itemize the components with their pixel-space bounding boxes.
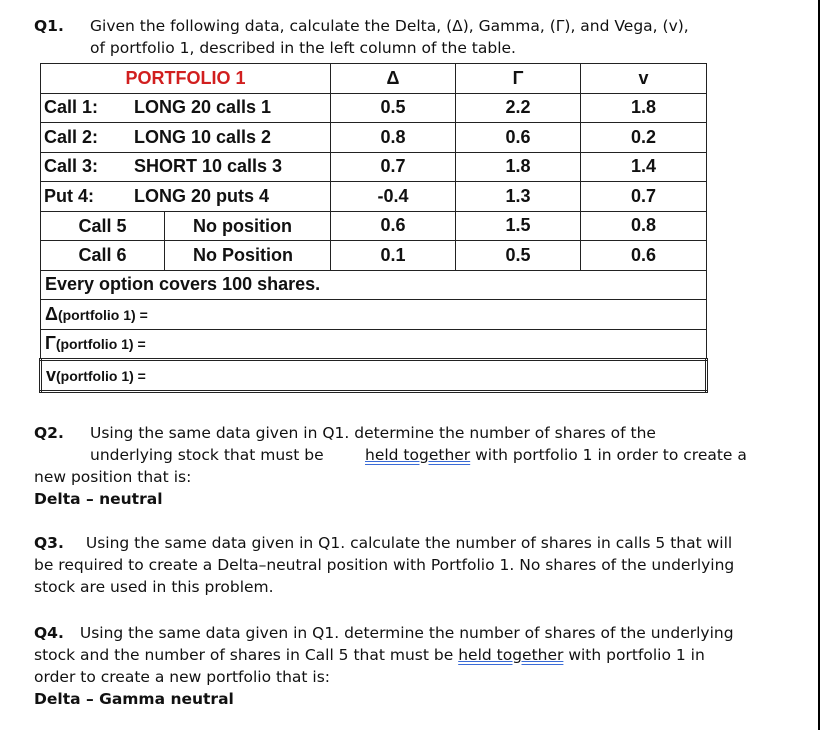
table-row xyxy=(41,182,707,212)
position-label: Put 4: xyxy=(44,185,95,206)
delta-symbol: Δ xyxy=(45,303,58,324)
vega-value: 0.8 xyxy=(581,211,707,241)
question-3 xyxy=(34,532,814,598)
option-status: No position xyxy=(193,215,292,236)
position-label: Call 2: xyxy=(44,126,99,147)
delta-value: 0.5 xyxy=(331,93,456,123)
formula-row-delta xyxy=(41,300,707,330)
question-4-number: Q4. xyxy=(34,624,64,642)
vega-value: 0.6 xyxy=(581,241,707,271)
vega-formula-label: (portfolio 1) = xyxy=(56,367,146,384)
table-row xyxy=(41,123,707,153)
gamma-header: Γ xyxy=(456,64,581,94)
question-2-line-1: Using the same data given in Q1. determine the number of shares of the xyxy=(90,424,656,442)
formula-row-vega xyxy=(41,360,707,392)
gamma-formula-label: (portfolio 1) = xyxy=(55,336,146,353)
position-desc: LONG 10 calls 2 xyxy=(134,126,272,147)
question-3-line-2: be required to create a Delta–neutral position with Portfolio 1. No shares of the underlying xyxy=(34,556,735,574)
question-4-target: Delta – Gamma neutral xyxy=(34,690,234,708)
question-1-line-2: of portfolio 1, described in the left column of the table. xyxy=(90,39,516,57)
position-desc: LONG 20 puts 4 xyxy=(134,185,270,206)
question-4-line-2a: stock and the number of shares in Call 5 that must be xyxy=(34,646,454,664)
shares-note: Every option covers 100 shares. xyxy=(41,270,707,300)
question-3-number: Q3. xyxy=(34,534,64,552)
delta-value: 0.1 xyxy=(331,241,456,271)
gamma-value: 0.5 xyxy=(456,241,581,271)
table-row xyxy=(41,152,707,182)
question-4-line-3: order to create a new portfolio that is: xyxy=(34,668,331,686)
vega-symbol: v xyxy=(46,364,57,385)
vega-header: v xyxy=(581,64,707,94)
question-3-line-1: Using the same data given in Q1. calculate the number of shares in calls 5 that will xyxy=(85,534,733,552)
note-row xyxy=(41,270,707,300)
question-2-line-2b: with portfolio 1 in order to create a xyxy=(475,446,747,464)
gamma-value: 1.8 xyxy=(456,152,581,182)
table-row xyxy=(41,93,707,123)
table-row xyxy=(41,241,707,271)
delta-value: -0.4 xyxy=(331,182,456,212)
portfolio-table xyxy=(39,63,708,393)
question-2-target: Delta – neutral xyxy=(34,490,163,508)
gamma-value: 0.6 xyxy=(456,123,581,153)
table-row xyxy=(41,211,707,241)
vega-value: 1.4 xyxy=(581,152,707,182)
option-label: Call 6 xyxy=(41,241,165,270)
page-right-border xyxy=(818,0,820,730)
gamma-value: 1.5 xyxy=(456,211,581,241)
question-3-line-3: stock are used in this problem. xyxy=(34,578,274,596)
option-label: Call 5 xyxy=(41,212,165,241)
formula-row-gamma xyxy=(41,329,707,360)
question-4-line-1: Using the same data given in Q1. determine the number of shares of the underlying xyxy=(79,624,734,642)
question-2-line-3: new position that is: xyxy=(34,468,192,486)
vega-value: 1.8 xyxy=(581,93,707,123)
position-label: Call 3: xyxy=(44,156,99,177)
delta-value: 0.6 xyxy=(331,211,456,241)
portfolio-header: PORTFOLIO 1 xyxy=(41,64,331,94)
vega-value: 0.2 xyxy=(581,123,707,153)
position-label: Call 1: xyxy=(44,97,99,118)
held-together-link: held together xyxy=(365,446,471,464)
vega-value: 0.7 xyxy=(581,182,707,212)
position-desc: SHORT 10 calls 3 xyxy=(134,156,283,177)
delta-value: 0.7 xyxy=(331,152,456,182)
delta-value: 0.8 xyxy=(331,123,456,153)
question-2-line-2a: underlying stock that must be xyxy=(90,446,324,464)
gamma-value: 1.3 xyxy=(456,182,581,212)
delta-formula-label: (portfolio 1) = xyxy=(57,306,148,323)
option-status: No Position xyxy=(193,245,293,265)
question-1-line-1: Given the following data, calculate the Delta, (Δ), Gamma, (Γ), and Vega, (v), xyxy=(90,17,689,35)
question-2 xyxy=(34,422,814,512)
position-desc: LONG 20 calls 1 xyxy=(134,97,272,118)
question-4 xyxy=(34,622,814,710)
held-together-link: held together xyxy=(458,646,564,664)
gamma-value: 2.2 xyxy=(456,93,581,123)
delta-header: Δ xyxy=(331,64,456,94)
question-1-number: Q1. xyxy=(34,17,64,35)
gamma-symbol: Γ xyxy=(45,333,56,354)
table-header-row xyxy=(41,64,707,94)
question-2-number: Q2. xyxy=(34,424,64,442)
question-4-line-2b: with portfolio 1 in xyxy=(568,646,705,664)
